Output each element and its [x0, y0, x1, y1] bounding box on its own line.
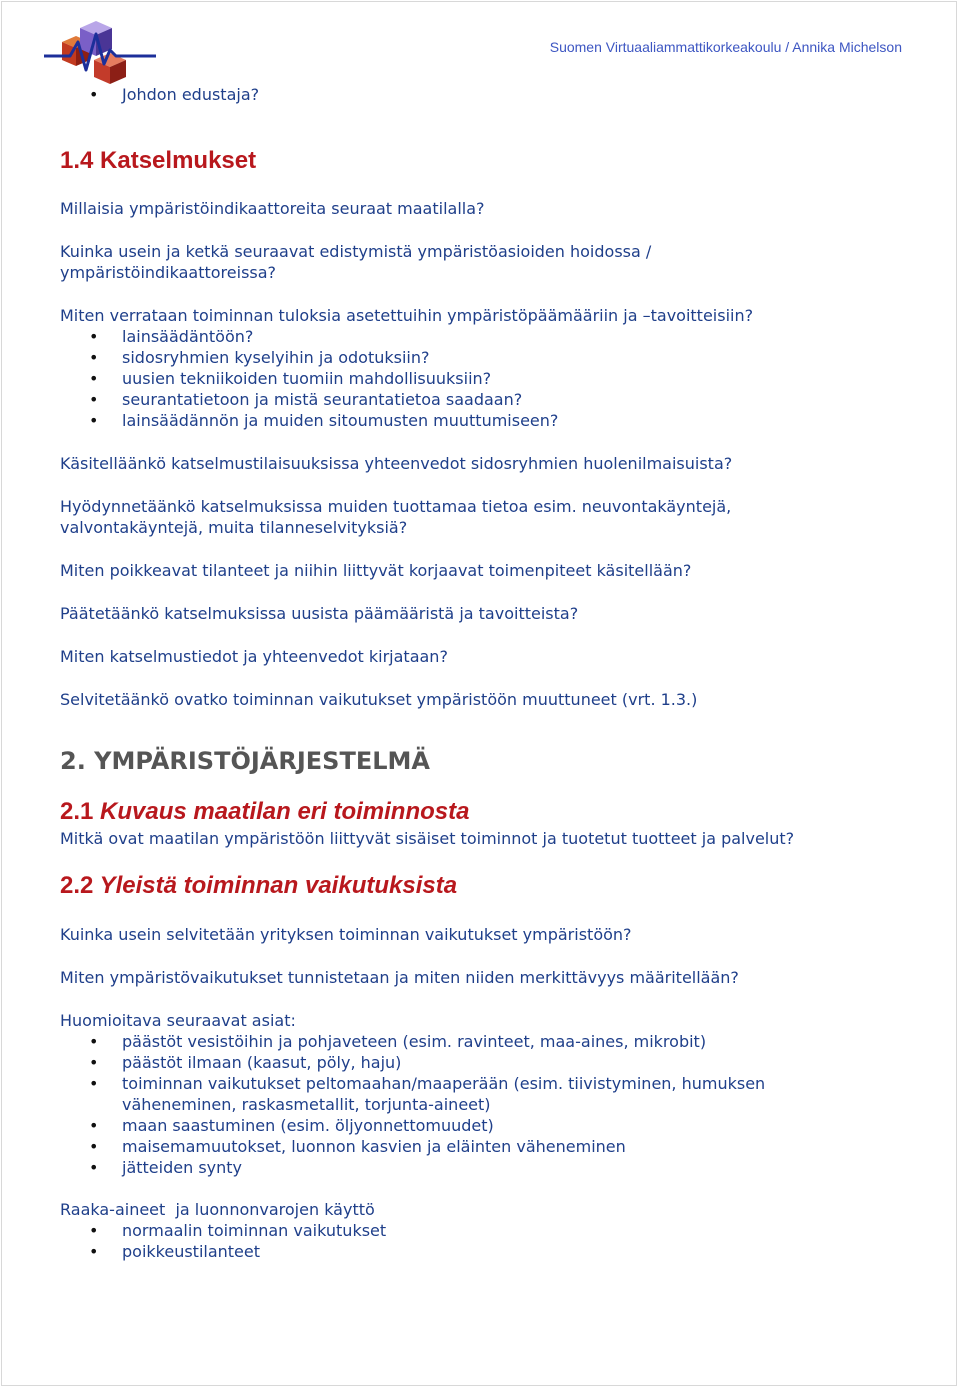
list-item: • seurantatietoon ja mistä seurantatietoa saadaan?: [89, 390, 523, 409]
intro-list: [60, 84, 880, 105]
list-item: • sidosryhmien kyselyihin ja odotuksiin?: [89, 348, 430, 367]
question-monitoring-line1: Kuinka usein ja ketkä seuraavat edistymistä ympäristöasioiden hoidossa /: [60, 242, 652, 261]
question-other-info-line1: Hyödynnetäänkö katselmuksissa muiden tuottamaa tietoa esim. neuvontakäyntejä,: [60, 497, 732, 516]
section-heading-2-2: [60, 872, 880, 900]
bullet-icon: •: [89, 85, 99, 104]
document-content: [60, 84, 880, 1262]
bullet-icon: •: [89, 1032, 99, 1051]
bullet-icon: •: [89, 411, 99, 430]
bullet-icon: •: [89, 1158, 99, 1177]
list-item: • normaalin toiminnan vaikutukset: [89, 1221, 387, 1240]
list-item: • päästöt ilmaan (kaasut, pöly, haju): [89, 1053, 402, 1072]
list-item: • päästöt vesistöihin ja pohjaveteen (esim. ravinteet, maa-aines, mikrobit): [89, 1032, 707, 1051]
bullet-icon: •: [89, 1074, 99, 1093]
section-title: Yleistä toiminnan vaikutuksista: [99, 872, 458, 899]
question-internal-activities: Mitkä ovat maatilan ympäristöön liittyvät sisäiset toiminnot ja tuotetut tuotteet ja palvelut?: [60, 829, 795, 848]
list-item: • uusien tekniikoiden tuomiin mahdollisuuksiin?: [89, 369, 492, 388]
bullet-icon: •: [89, 1221, 99, 1240]
note-list: [60, 1031, 880, 1178]
question-changes: Selvitetäänkö ovatko toiminnan vaikutukset ympäristöön muuttuneet (vrt. 1.3.): [60, 690, 698, 709]
raw-materials-label: Raaka-aineet ja luonnonvarojen käyttö: [60, 1200, 375, 1219]
compare-list: [60, 326, 880, 431]
question-recording: Miten katselmustiedot ja yhteenvedot kirjataan?: [60, 647, 448, 666]
bullet-icon: •: [89, 369, 99, 388]
virtual-university-logo: [40, 14, 160, 86]
question-impact-identification: Miten ympäristövaikutukset tunnistetaan ja miten niiden merkittävyys määritellään?: [60, 968, 739, 987]
question-monitoring-line2: ympäristöindikaattoreissa?: [60, 263, 277, 282]
list-item: • Johdon edustaja?: [89, 85, 260, 104]
bullet-icon: •: [89, 1242, 99, 1261]
list-item: • lainsäädännön ja muiden sitoumusten muuttumiseen?: [89, 411, 559, 430]
bullet-icon: •: [89, 348, 99, 367]
list-item: • maan saastuminen (esim. öljyonnettomuudet): [89, 1116, 494, 1135]
section-heading-2: 2. YMPÄRISTÖJÄRJESTELMÄ: [60, 747, 430, 775]
section-number: 2.1: [60, 798, 94, 825]
section-title: Kuvaus maatilan eri toiminnosta: [100, 798, 470, 825]
raw-materials-list: [60, 1220, 880, 1262]
list-item: • poikkeustilanteet: [89, 1242, 261, 1261]
bullet-icon: •: [89, 390, 99, 409]
list-item: • maisemamuutokset, luonnon kasvien ja eläinten väheneminen: [89, 1137, 626, 1156]
bullet-icon: •: [89, 327, 99, 346]
section-heading-1-4: 1.4 Katselmukset: [60, 147, 257, 174]
question-summaries: Käsitelläänkö katselmustilaisuuksissa yhteenvedot sidosryhmien huolenilmaisuista?: [60, 454, 733, 473]
list-item: • lainsäädäntöön?: [89, 327, 254, 346]
header-credit: Suomen Virtuaaliammattikorkeakoulu / Annika Michelson: [549, 39, 902, 55]
section-number: 2.2: [60, 872, 94, 899]
question-compare: Miten verrataan toiminnan tuloksia asetettuihin ympäristöpäämääriin ja –tavoitteisiin?: [60, 306, 754, 325]
bullet-icon: •: [89, 1137, 99, 1156]
list-item: • jätteiden synty: [89, 1158, 242, 1177]
section-heading-2-1: [60, 798, 880, 826]
note-label: Huomioitava seuraavat asiat:: [60, 1011, 296, 1030]
question-deviations: Miten poikkeavat tilanteet ja niihin liittyvät korjaavat toimenpiteet käsitellään?: [60, 561, 692, 580]
question-new-goals: Päätetäänkö katselmuksissa uusista päämääristä ja tavoitteista?: [60, 604, 579, 623]
bullet-icon: •: [89, 1116, 99, 1135]
list-item: • toiminnan vaikutukset peltomaahan/maaperään (esim. tiivistyminen, humuksen väheneminen, raskasmetallit, torjunta-aineet): [89, 1074, 766, 1114]
question-impact-frequency: Kuinka usein selvitetään yrityksen toiminnan vaikutukset ympäristöön?: [60, 925, 632, 944]
question-other-info-line2: valvontakäyntejä, muita tilanneselvityksiä?: [60, 518, 408, 537]
question-indicators: Millaisia ympäristöindikaattoreita seuraat maatilalla?: [60, 199, 485, 218]
bullet-icon: •: [89, 1053, 99, 1072]
